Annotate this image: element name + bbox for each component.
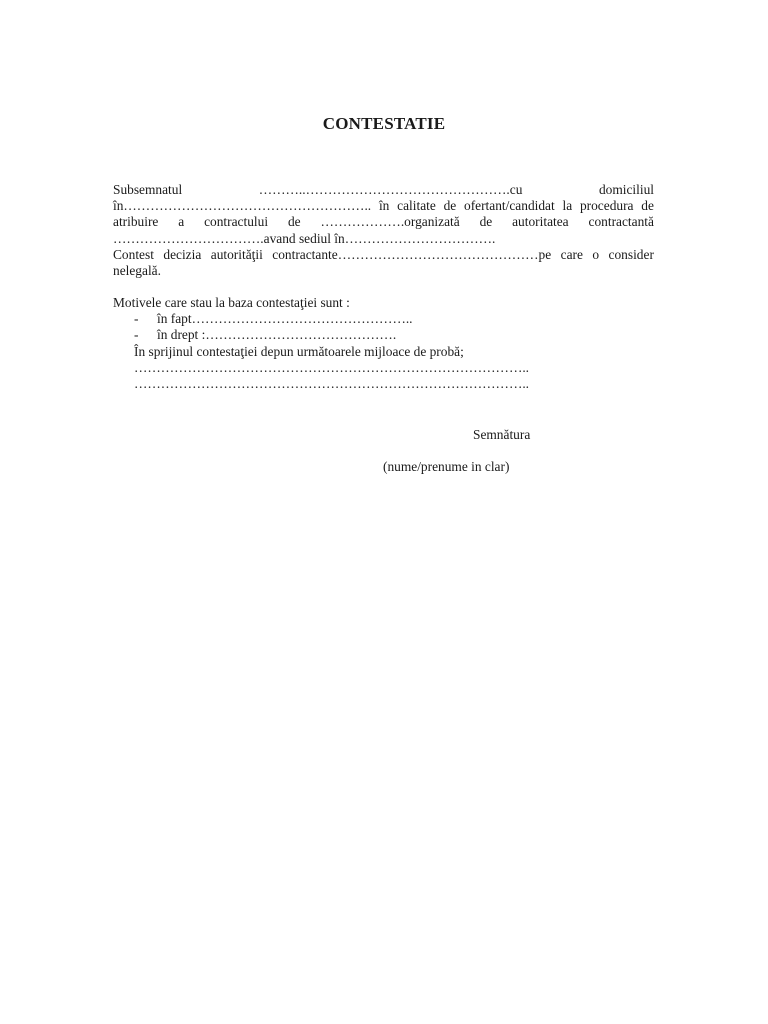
word: domiciliul bbox=[598, 182, 654, 197]
clear-name-label: (nume/prenume in clar) bbox=[383, 459, 510, 474]
word: în bbox=[378, 198, 390, 214]
reason-text: în fapt………………………………………….. bbox=[157, 311, 413, 327]
bullet-dash: - bbox=[134, 327, 139, 343]
word: procedura bbox=[579, 198, 634, 214]
word: consider bbox=[608, 246, 654, 262]
word: la bbox=[562, 198, 573, 214]
word: contractantă bbox=[588, 214, 654, 230]
word: Contest bbox=[113, 246, 154, 262]
word: de bbox=[443, 198, 457, 214]
word: contractului bbox=[204, 214, 269, 230]
text-line bbox=[113, 247, 654, 263]
text-line: nelegală. bbox=[113, 262, 161, 278]
reason-text: în drept :……………………………………. bbox=[157, 327, 397, 343]
word: în……………………………………………….. bbox=[113, 198, 372, 214]
word: autorităţii bbox=[210, 246, 263, 262]
text-line bbox=[113, 182, 654, 198]
word: atribuire bbox=[113, 214, 159, 230]
word: o bbox=[592, 246, 600, 262]
reasons-intro: Motivele care stau la baza contestaţiei sunt : bbox=[113, 295, 350, 310]
proof-blank-line: …………………………………………………………………………….. bbox=[134, 375, 530, 391]
word: ……………….organizată bbox=[320, 214, 460, 230]
word: ………..……………………………………….cu bbox=[258, 182, 523, 197]
text-line: …………………………….avand sediul în……………………………. bbox=[113, 230, 496, 246]
word: decizia bbox=[163, 246, 202, 262]
signature-label: Semnătura bbox=[473, 427, 531, 442]
reason-item-fapt bbox=[113, 311, 654, 327]
word: a bbox=[178, 214, 185, 230]
word: de bbox=[287, 214, 301, 230]
proof-blank-line: …………………………………………………………………………….. bbox=[134, 359, 530, 375]
text-line bbox=[113, 198, 654, 214]
word: de bbox=[641, 198, 654, 214]
reason-item-drept bbox=[113, 327, 654, 343]
word: contractante………………………………………pe bbox=[272, 246, 552, 262]
reasons-section bbox=[113, 295, 654, 392]
word: Subsemnatul bbox=[113, 182, 183, 197]
proof-intro: În sprijinul contestaţiei depun următoarele mijloace de probă; bbox=[134, 343, 464, 359]
bullet-dash: - bbox=[134, 311, 139, 327]
word: calitate bbox=[397, 198, 436, 214]
word: care bbox=[560, 246, 583, 262]
word: ofertant/candidat bbox=[464, 198, 555, 214]
word: de bbox=[479, 214, 493, 230]
word: autoritatea bbox=[512, 214, 569, 230]
declaration-paragraph bbox=[113, 182, 654, 279]
document-title: CONTESTATIE bbox=[322, 114, 446, 133]
text-line bbox=[113, 214, 654, 230]
